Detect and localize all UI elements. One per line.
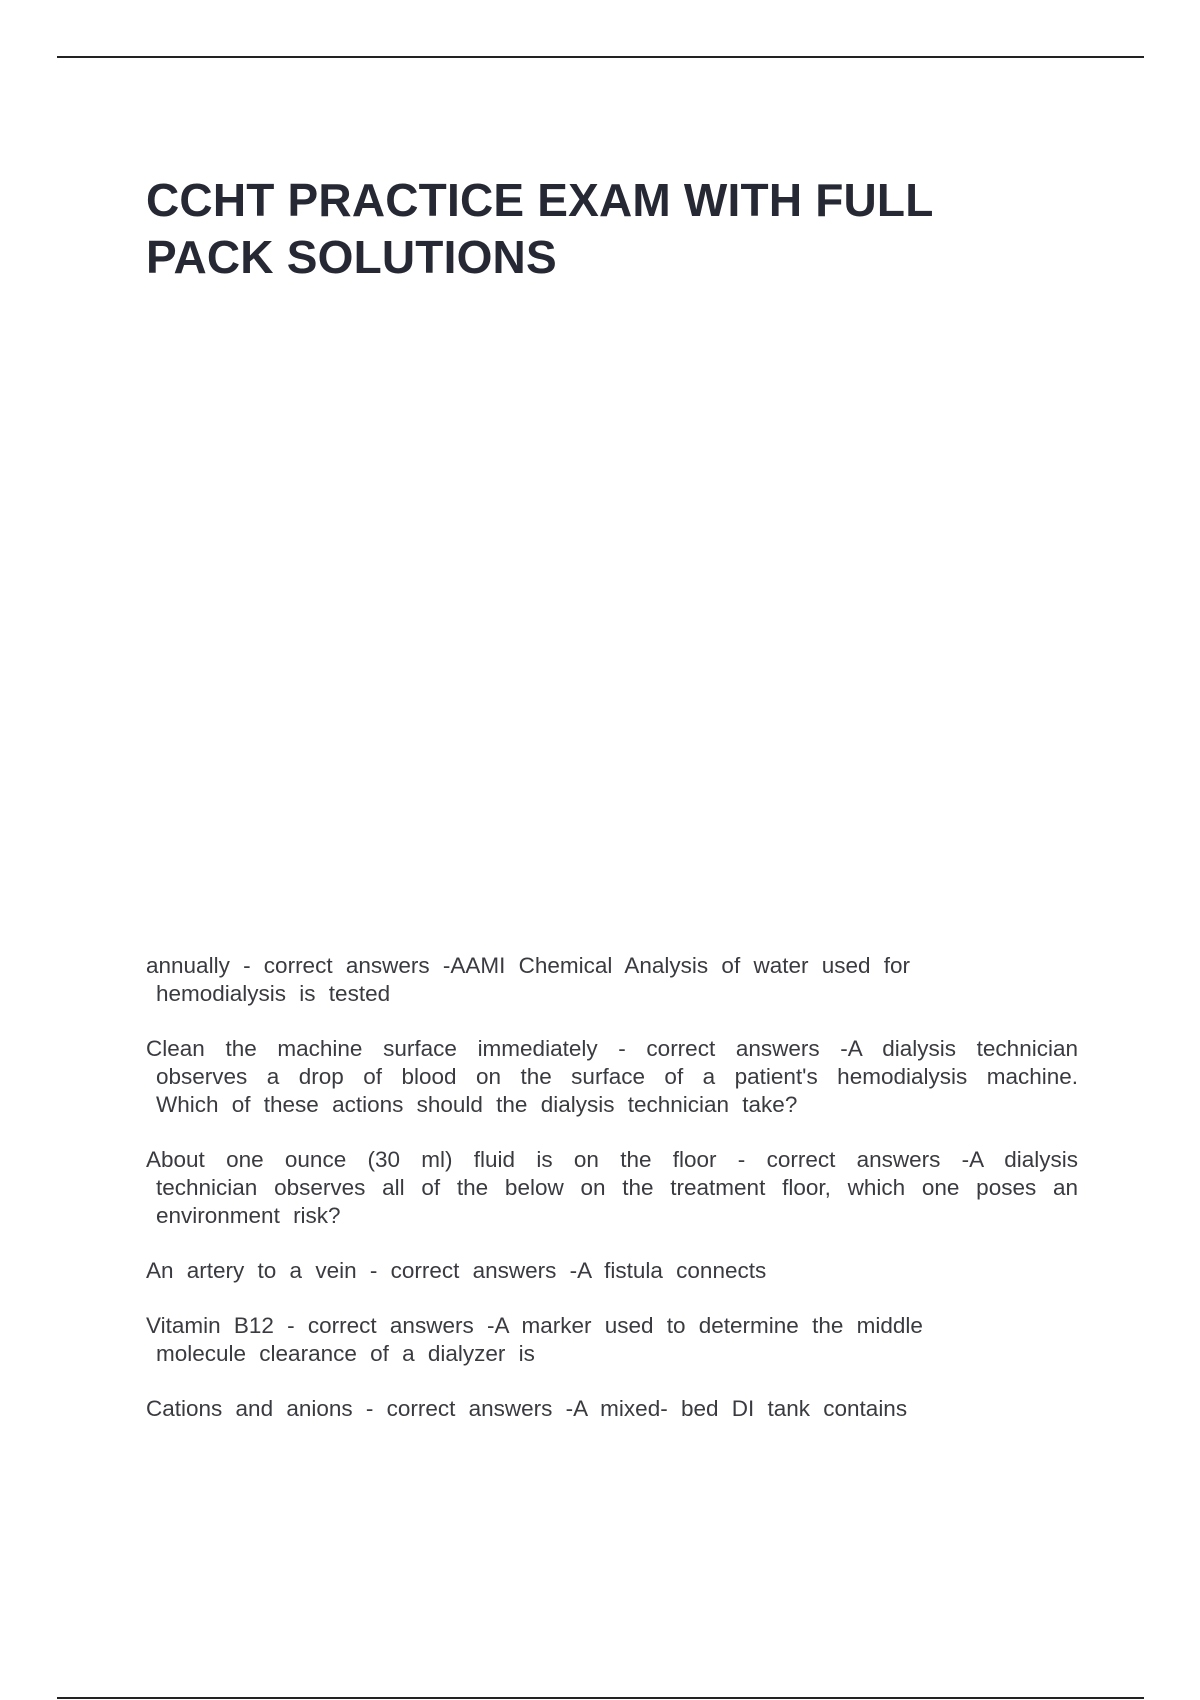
qa-item: Clean the machine surface immediately - correct answers -A dialysis technician observes a drop of blood on the surface of a patient's hemodialysis machine. Which of these actions should the dialysis technician take? [146,1036,1078,1117]
qa-item: annually - correct answers -AAMI Chemical Analysis of water used for hemodialysis is tested [146,953,911,1006]
qa-item: Vitamin B12 - correct answers -A marker used to determine the middle molecule clearance of a dialyzer is [146,1313,923,1366]
footer-rule [57,1697,1144,1699]
qa-list [146,952,1078,1450]
header-rule [57,56,1144,58]
qa-item: Cations and anions - correct answers -A mixed- bed DI tank contains [146,1396,908,1421]
document-title: CCHT PRACTICE EXAM WITH FULL PACK SOLUTIONS [146,174,933,283]
qa-item: About one ounce (30 ml) fluid is on the floor - correct answers -A dialysis technician observes all of the below on the treatment floor, which one poses an environment risk? [146,1147,1078,1228]
qa-item: An artery to a vein - correct answers -A fistula connects [146,1258,767,1283]
